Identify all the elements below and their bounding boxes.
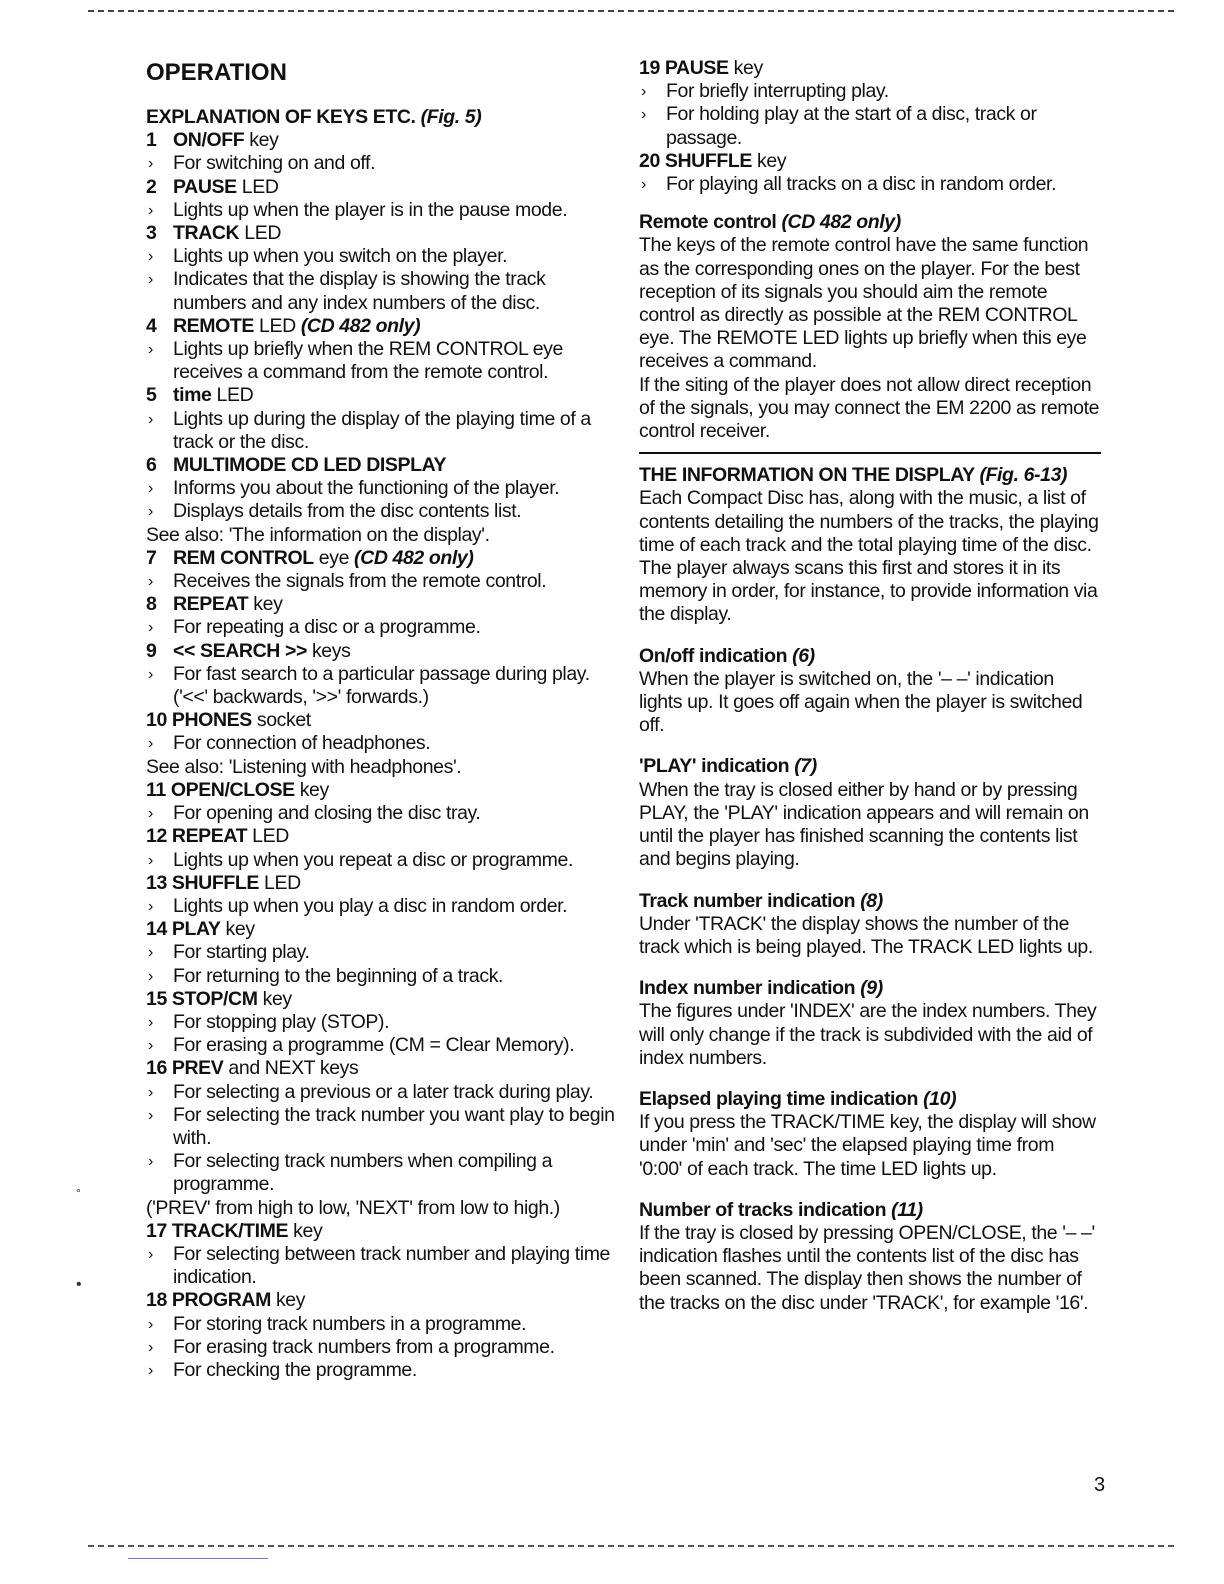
key-item-12 [146, 825, 616, 871]
display-info-heading-ref: (Fig. 6-13) [979, 464, 1068, 487]
key-description-text: For selecting between track number and playing time indication. [173, 1242, 611, 1289]
key-number: 4 [146, 314, 157, 337]
key-heading [146, 222, 616, 245]
key-number: 8 [146, 593, 157, 616]
key-heading [146, 593, 616, 616]
bullet-arrow-icon: › [148, 1361, 153, 1379]
key-description-text: For selecting the track number you want play to begin with. [173, 1103, 615, 1149]
key-type: LED [236, 175, 279, 198]
key-name: MULTIMODE CD LED DISPLAY [173, 454, 447, 477]
indication-text: When the tray is closed either by hand or by pressing PLAY, the 'PLAY' indication appears and will remain on until the player has finished scanning the contents list and begins playing. [639, 778, 1089, 871]
key-name: SHUFFLE [171, 871, 260, 894]
key-item-2 [146, 176, 616, 222]
key-description-text: Lights up when you repeat a disc or programme. [173, 848, 573, 871]
bullet-arrow-icon: › [148, 735, 153, 753]
key-number: 7 [146, 546, 157, 569]
indication-heading-text: Elapsed playing time indication [639, 1087, 924, 1110]
key-name: TRACK/TIME [171, 1219, 289, 1242]
key-description-text: For erasing a programme (CM = Clear Memory). [173, 1034, 575, 1057]
key-description [146, 1313, 616, 1336]
bullet-arrow-icon: › [148, 1037, 153, 1055]
key-model-note: (CD 482 only) [354, 546, 474, 569]
bullet-arrow-icon: › [641, 176, 646, 194]
key-description-text: For stopping play (STOP). [173, 1010, 390, 1033]
key-type: LED [239, 222, 282, 245]
key-description-text: For holding play at the start of a disc, track or passage. [666, 103, 1037, 149]
indication-text: If the tray is closed by pressing OPEN/CLOSE, the '– –' indication flashes until the contents list of the disc has been scanned. The display then shows the number of the tracks on the disc under 'TRACK', for example '16'. [639, 1221, 1095, 1314]
bullet-arrow-icon: › [148, 1106, 153, 1124]
key-heading [146, 988, 616, 1011]
section-divider [639, 452, 1101, 454]
indication-text: The figures under 'INDEX' are the index numbers. They will only change if the track is subdivided with the aid of index numbers. [639, 1000, 1097, 1069]
key-type: keys [306, 639, 351, 662]
key-description-text: For returning to the beginning of a track. [173, 964, 504, 987]
key-description-text: For connection of headphones. [173, 732, 431, 755]
indication-section [639, 755, 1101, 871]
key-description [146, 245, 616, 268]
key-name: STOP/CM [171, 987, 258, 1010]
key-description-text: Informs you about the functioning of the player. [173, 477, 560, 500]
indication-heading [639, 890, 1101, 913]
key-heading [146, 825, 616, 848]
key-number: 10 [146, 709, 167, 732]
remote-control-text: The keys of the remote control have the same function as the corresponding ones on the player. For the best reception of its signals you should aim the remote control as directly as possible at the REM CONTROL eye. The REMOTE LED lights up briefly when this eye receives a command. [639, 234, 1089, 373]
key-item-6 [146, 454, 616, 547]
bullet-arrow-icon: › [148, 341, 153, 359]
key-description [146, 1104, 616, 1150]
key-number: 11 [146, 778, 166, 801]
key-number: 6 [146, 454, 157, 477]
key-description-text: Lights up when the player is in the pause mode. [173, 198, 568, 221]
key-number: 1 [146, 129, 157, 152]
key-name: REPEAT [173, 593, 249, 616]
page-title: OPERATION [146, 59, 287, 86]
key-heading [146, 129, 616, 152]
bullet-arrow-icon: › [148, 944, 153, 962]
key-description-text: For opening and closing the disc tray. [173, 802, 481, 825]
bullet-arrow-icon: › [148, 1083, 153, 1101]
bullet-arrow-icon: › [148, 410, 153, 428]
key-description [146, 895, 616, 918]
key-name: PAUSE [173, 175, 237, 198]
indication-figure-ref: (10) [923, 1087, 957, 1110]
key-number: 18 [146, 1289, 167, 1312]
key-number: 19 [639, 57, 660, 79]
bullet-arrow-icon: › [641, 83, 646, 101]
key-name: ON/OFF [173, 129, 245, 152]
key-description [146, 663, 616, 709]
key-item-5 [146, 384, 616, 454]
key-item-15 [146, 988, 616, 1058]
remote-control-text-2: If the siting of the player does not allow direct reception of the signals, you may connect the EM 2200 as remote control receiver. [639, 373, 1100, 443]
bullet-arrow-icon: › [148, 897, 153, 915]
key-description [146, 408, 616, 454]
key-type: key [220, 918, 255, 941]
key-name: time [173, 384, 212, 407]
key-name: PLAY [171, 918, 221, 941]
key-description-text: Lights up when you play a disc in random order. [173, 894, 568, 917]
indication-section [639, 645, 1101, 738]
key-description [146, 1034, 616, 1057]
key-heading [146, 779, 616, 802]
key-description-text: For switching on and off. [173, 152, 376, 175]
key-description [146, 1243, 616, 1289]
key-heading [146, 1289, 616, 1312]
see-also-note: See also: 'The information on the display'. [146, 523, 490, 546]
indication-figure-ref: (11) [891, 1198, 923, 1221]
key-type: key [257, 987, 292, 1010]
page-number: 3 [1094, 1474, 1106, 1496]
key-type: socket [251, 709, 311, 732]
bullet-arrow-icon: › [641, 106, 646, 124]
indication-heading-text: 'PLAY' indication [639, 755, 795, 778]
key-type: LED [259, 871, 301, 894]
key-heading [146, 547, 616, 570]
indication-heading-text: Track number indication [639, 889, 861, 912]
key-description-text: For storing track numbers in a programme. [173, 1312, 527, 1335]
indication-section [639, 890, 1101, 960]
bullet-arrow-icon: › [148, 1245, 153, 1263]
key-description-text: Lights up when you switch on the player. [173, 245, 508, 268]
key-name: OPEN/CLOSE [170, 778, 295, 801]
remote-heading-text: Remote control [639, 211, 782, 234]
key-item-13 [146, 872, 616, 918]
key-number: 3 [146, 222, 157, 245]
key-type: eye [313, 546, 355, 569]
key-heading [146, 454, 616, 477]
remote-heading-ref: (CD 482 only) [781, 211, 901, 234]
key-description-text: For fast search to a particular passage during play. ('<<' backwards, '>>' forwards.) [173, 662, 590, 709]
key-item-1 [146, 129, 616, 175]
key-description-text: For repeating a disc or a programme. [173, 616, 481, 639]
key-heading [146, 709, 616, 732]
key-type: key [248, 593, 283, 616]
key-description-text: For briefly interrupting play. [666, 80, 889, 103]
scan-mark: • [76, 1276, 82, 1293]
display-info-heading-text: THE INFORMATION ON THE DISPLAY [639, 464, 980, 487]
right-column [639, 57, 1101, 1315]
key-heading [146, 1057, 616, 1080]
key-description [146, 500, 616, 523]
key-description [146, 199, 616, 222]
key-list-continued [639, 57, 1101, 196]
key-heading [146, 384, 616, 407]
key-description [146, 732, 616, 755]
indication-text: If you press the TRACK/TIME key, the display will show under 'min' and 'sec' the elapsed playing time from '0:00' of each track. The time LED lights up. [639, 1111, 1096, 1180]
bullet-arrow-icon: › [148, 248, 153, 266]
key-description-text: For starting play. [173, 941, 310, 964]
key-description [146, 849, 616, 872]
key-item-4 [146, 315, 616, 385]
key-name: SHUFFLE [664, 149, 753, 172]
scan-edge-top [88, 10, 1174, 12]
key-item-3 [146, 222, 616, 315]
key-description-text: For erasing track numbers from a programme. [173, 1335, 555, 1358]
key-description-text: Indicates that the display is showing the track numbers and any index numbers of the disc. [173, 268, 546, 314]
key-type: LED [247, 825, 289, 848]
display-info-heading [639, 464, 1101, 487]
key-item-16 [146, 1057, 616, 1219]
bullet-arrow-icon: › [148, 503, 153, 521]
key-description [146, 1336, 616, 1359]
indication-section [639, 1199, 1101, 1315]
bullet-arrow-icon: › [148, 851, 153, 869]
key-type: LED [254, 314, 301, 337]
key-description [146, 1359, 616, 1382]
key-description-text: For checking the programme. [173, 1358, 417, 1381]
indication-heading-text: On/off indication [639, 644, 793, 667]
key-heading [146, 1220, 616, 1243]
key-type: key [244, 129, 279, 152]
display-info-section [639, 464, 1101, 626]
key-name: REPEAT [171, 825, 248, 848]
key-description [146, 802, 616, 825]
key-description [146, 1081, 616, 1104]
subtitle-text: EXPLANATION OF KEYS ETC. [146, 106, 416, 128]
indication-heading [639, 1199, 1101, 1222]
key-description [146, 152, 616, 175]
key-description [146, 941, 616, 964]
key-number: 16 [146, 1057, 167, 1080]
key-type: key [288, 1219, 323, 1242]
key-item-9 [146, 640, 616, 710]
key-item-10 [146, 709, 616, 779]
bullet-arrow-icon: › [148, 1013, 153, 1031]
key-item-11 [146, 779, 616, 825]
bullet-arrow-icon: › [148, 619, 153, 637]
indication-heading [639, 1088, 1101, 1111]
subtitle-figure-ref: (Fig. 5) [420, 106, 482, 128]
key-description [146, 616, 616, 639]
see-also-note: See also: 'Listening with headphones'. [146, 755, 462, 778]
key-name: REM CONTROL [173, 546, 314, 569]
key-type: key [270, 1289, 306, 1312]
key-item-19 [639, 57, 1101, 150]
key-model-note: (CD 482 only) [300, 314, 421, 337]
bullet-arrow-icon: › [148, 665, 153, 683]
key-description [146, 1011, 616, 1034]
key-heading [639, 57, 1101, 80]
indication-figure-ref: (6) [792, 644, 815, 667]
key-name: PROGRAM [171, 1289, 271, 1312]
key-description [639, 173, 1101, 196]
key-name: PREV [171, 1057, 224, 1080]
indication-figure-ref: (9) [860, 977, 883, 1000]
key-description [146, 268, 616, 314]
indication-heading-text: Index number indication [639, 977, 861, 1000]
key-number: 5 [146, 384, 157, 407]
scan-mark: ° [76, 1186, 81, 1200]
bullet-arrow-icon: › [148, 201, 153, 219]
key-number: 12 [146, 825, 167, 848]
key-item-8 [146, 593, 616, 639]
key-heading [146, 872, 616, 895]
key-description [146, 570, 616, 593]
key-description-text: For selecting track numbers when compiling a programme. [173, 1150, 553, 1196]
key-item-7 [146, 547, 616, 593]
key-item-20 [639, 150, 1101, 196]
scan-edge-bottom-accent [128, 1558, 268, 1559]
key-type: and NEXT keys [223, 1057, 359, 1080]
key-description [146, 477, 616, 500]
bullet-arrow-icon: › [148, 1315, 153, 1333]
remote-control-section [639, 211, 1101, 443]
key-number: 13 [146, 871, 167, 894]
scan-edge-bottom [88, 1545, 1174, 1547]
bullet-arrow-icon: › [148, 967, 153, 985]
key-description [146, 1150, 616, 1196]
key-description [639, 103, 1101, 149]
key-list [146, 129, 616, 1382]
indication-heading [639, 755, 1101, 778]
key-number: 9 [146, 639, 157, 662]
indication-heading [639, 977, 1101, 1000]
bullet-arrow-icon: › [148, 155, 153, 173]
key-description-text: Receives the signals from the remote control. [173, 570, 547, 593]
bullet-arrow-icon: › [148, 271, 153, 289]
left-column [146, 58, 616, 1382]
key-item-18 [146, 1289, 616, 1382]
key-name: REMOTE [173, 314, 255, 337]
indication-text: Under 'TRACK' the display shows the number of the track which is being played. The TRACK LED lights up. [639, 912, 1093, 958]
section-subtitle [146, 106, 616, 129]
key-name: TRACK [173, 222, 240, 245]
key-heading [146, 640, 616, 663]
key-number: 17 [146, 1219, 167, 1242]
key-type: key [752, 149, 787, 172]
key-heading [639, 150, 1101, 173]
see-also-note: ('PREV' from high to low, 'NEXT' from low to high.) [146, 1196, 560, 1219]
key-name: PAUSE [664, 57, 729, 79]
bullet-arrow-icon: › [148, 805, 153, 823]
key-name: PHONES [171, 709, 252, 732]
key-description-text: For playing all tracks on a disc in random order. [666, 173, 1057, 196]
key-description [146, 338, 616, 384]
key-description [639, 80, 1101, 103]
indication-text: When the player is switched on, the '– –' indication lights up. It goes off again when the player is switched off. [639, 667, 1083, 737]
indication-section [639, 977, 1101, 1070]
key-type: key [294, 778, 329, 801]
indication-figure-ref: (7) [794, 755, 817, 778]
indication-figure-ref: (8) [860, 889, 883, 912]
bullet-arrow-icon: › [148, 1153, 153, 1171]
indication-heading-text: Number of tracks indication [639, 1198, 892, 1221]
bullet-arrow-icon: › [148, 1338, 153, 1356]
key-heading [146, 918, 616, 941]
key-number: 2 [146, 175, 157, 198]
key-description-text: For selecting a previous or a later track during play. [173, 1080, 594, 1103]
key-item-17 [146, 1220, 616, 1290]
key-item-14 [146, 918, 616, 988]
remote-control-heading [639, 211, 1101, 234]
key-heading [146, 315, 616, 338]
key-name: << SEARCH >> [173, 639, 307, 662]
key-type: key [728, 57, 763, 79]
key-heading [146, 176, 616, 199]
key-number: 14 [146, 918, 167, 941]
bullet-arrow-icon: › [148, 480, 153, 498]
indication-section [639, 1088, 1101, 1181]
key-type: LED [211, 384, 254, 407]
display-info-text: Each Compact Disc has, along with the music, a list of contents detailing the numbers of the tracks, the playing time of each track and the total playing time of the disc. The player always scans this first and stores it in its memory in order, for instance, to provide information via the display. [639, 487, 1099, 626]
key-description [146, 965, 616, 988]
key-description-text: Lights up briefly when the REM CONTROL eye receives a command from the remote control. [173, 338, 563, 384]
key-description-text: Displays details from the disc contents list. [173, 500, 522, 523]
indication-sections [639, 645, 1101, 1315]
key-number: 20 [639, 149, 660, 172]
key-number: 15 [146, 987, 167, 1010]
indication-heading [639, 645, 1101, 668]
bullet-arrow-icon: › [148, 573, 153, 591]
key-description-text: Lights up during the display of the playing time of a track or the disc. [173, 407, 591, 453]
